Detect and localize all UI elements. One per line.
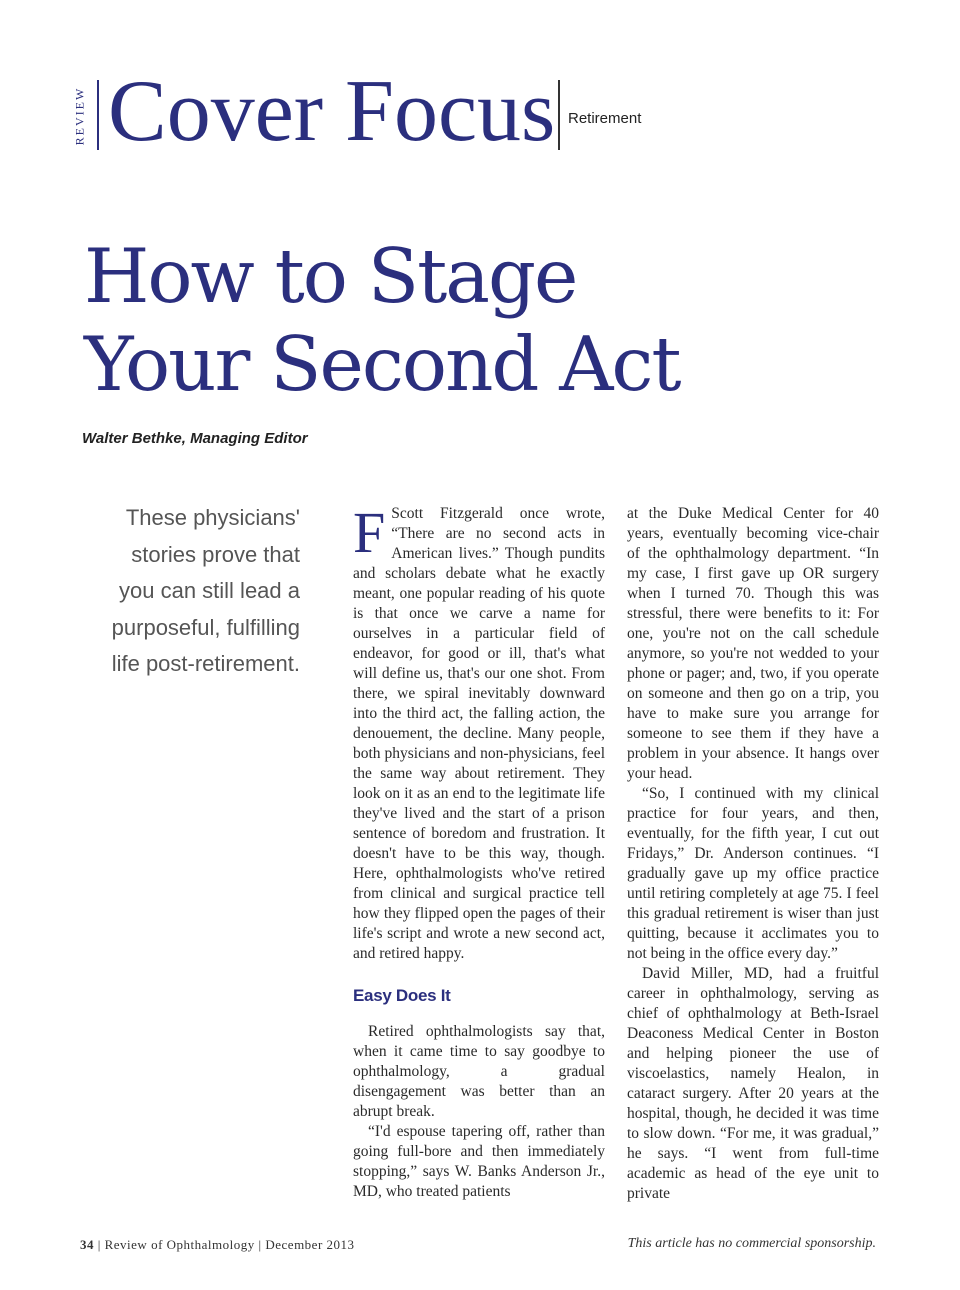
section-subhead: Easy Does It xyxy=(353,986,451,1005)
article-paragraph: “I'd espouse tapering off, rather than going full-bore and then immediately stopping,” says W. Banks Anderson Jr., MD, who treated patients xyxy=(353,1123,605,1200)
article-column-2 xyxy=(627,504,879,1204)
byline: Walter Bethke, Managing Editor xyxy=(82,430,308,447)
article-column-1 xyxy=(353,500,605,1202)
article-paragraph: Retired ophthalmologists say that, when it came time to say goodbye to ophthalmology, a gradual disengagement was better than an abrupt break. xyxy=(353,1023,605,1120)
drop-cap: F xyxy=(353,500,386,565)
section-tag xyxy=(70,78,90,154)
section-subtitle: Retirement xyxy=(568,110,642,127)
intro-text: Scott Fitzgerald once wrote, “There are no second acts in American lives.” Though pundits and scholars debate what he exactly meant, one popular reading of his quote is that once we carve a name for ourselves in a particular field of endeavor, for good or ill, that's what will define us, that's our one shot. From there, we spiral inevitably downward into the third act, the falling action, the denouement, the decline. Many people, both physicians and non-physicians, feel the same way about retirement. They look on it as an end to the legitimate life they've lived and the start of a prison sentence of boredom and frustration. It doesn't have to be this way, though. Here, ophthalmologists who've retired from clinical and surgical practice tell how they flipped open the pages of their life's script and wrote a new second act, and retired happy. xyxy=(353,505,605,962)
article-paragraph xyxy=(353,500,605,964)
page-number: 34 xyxy=(80,1237,94,1252)
sponsorship-note: This article has no commercial sponsorship. xyxy=(627,1236,876,1251)
footer-separator: | xyxy=(258,1237,262,1252)
article-title xyxy=(84,232,680,408)
article-paragraph: David Miller, MD, had a fruitful career in ophthalmology, serving as chief of ophthalmology at Beth-Israel Deaconess Medical Center in Boston and helping pioneer the use of viscoelastics, namely Healon, in cataract surgery. After 20 years at the hospital, though, he decided it was time to slow down. “For me, it was gradual,” he says. “I went from full-time academic as head of the eye unit to private xyxy=(627,965,879,1202)
section-tag-label: REVIEW xyxy=(72,86,87,146)
header-divider-right xyxy=(558,80,560,150)
article-paragraph: “So, I continued with my clinical practice for four years, and then, eventually, for the fifth year, I cut out Fridays,” Dr. Anderson continues. “I gradually gave up my office practice until retiring completely at age 75. I feel this gradual retirement is wiser than just quitting, because it acclimates you to not being in the office every day.” xyxy=(627,785,879,962)
publication-name: Review of Ophthalmology xyxy=(104,1237,255,1252)
footer-separator: | xyxy=(97,1237,101,1252)
section-title: Cover Focus xyxy=(108,63,556,160)
issue-date: December 2013 xyxy=(265,1237,355,1252)
header-divider-left xyxy=(97,80,99,150)
article-deck: These physicians' stories prove that you can still lead a purposeful, fulfilling life post-retirement. xyxy=(111,505,300,676)
article-title-line2: Your Second Act xyxy=(84,320,680,408)
page-footer xyxy=(80,1237,355,1253)
article-title-line1: How to Stage xyxy=(84,232,577,320)
article-paragraph: at the Duke Medical Center for 40 years, eventually becoming vice-chair of the ophthalmology department. “In my case, I first gave up OR surgery when I turned 70. Though this was stressful, there were benefits to it: For one, you're not on the call schedule anymore, so you're not wedded to your phone or pager; and, two, if you operate on someone and then go on a trip, you have to make sure you arrange for someone to see them if they have a problem in your absence. It hangs over your head. xyxy=(627,505,879,782)
